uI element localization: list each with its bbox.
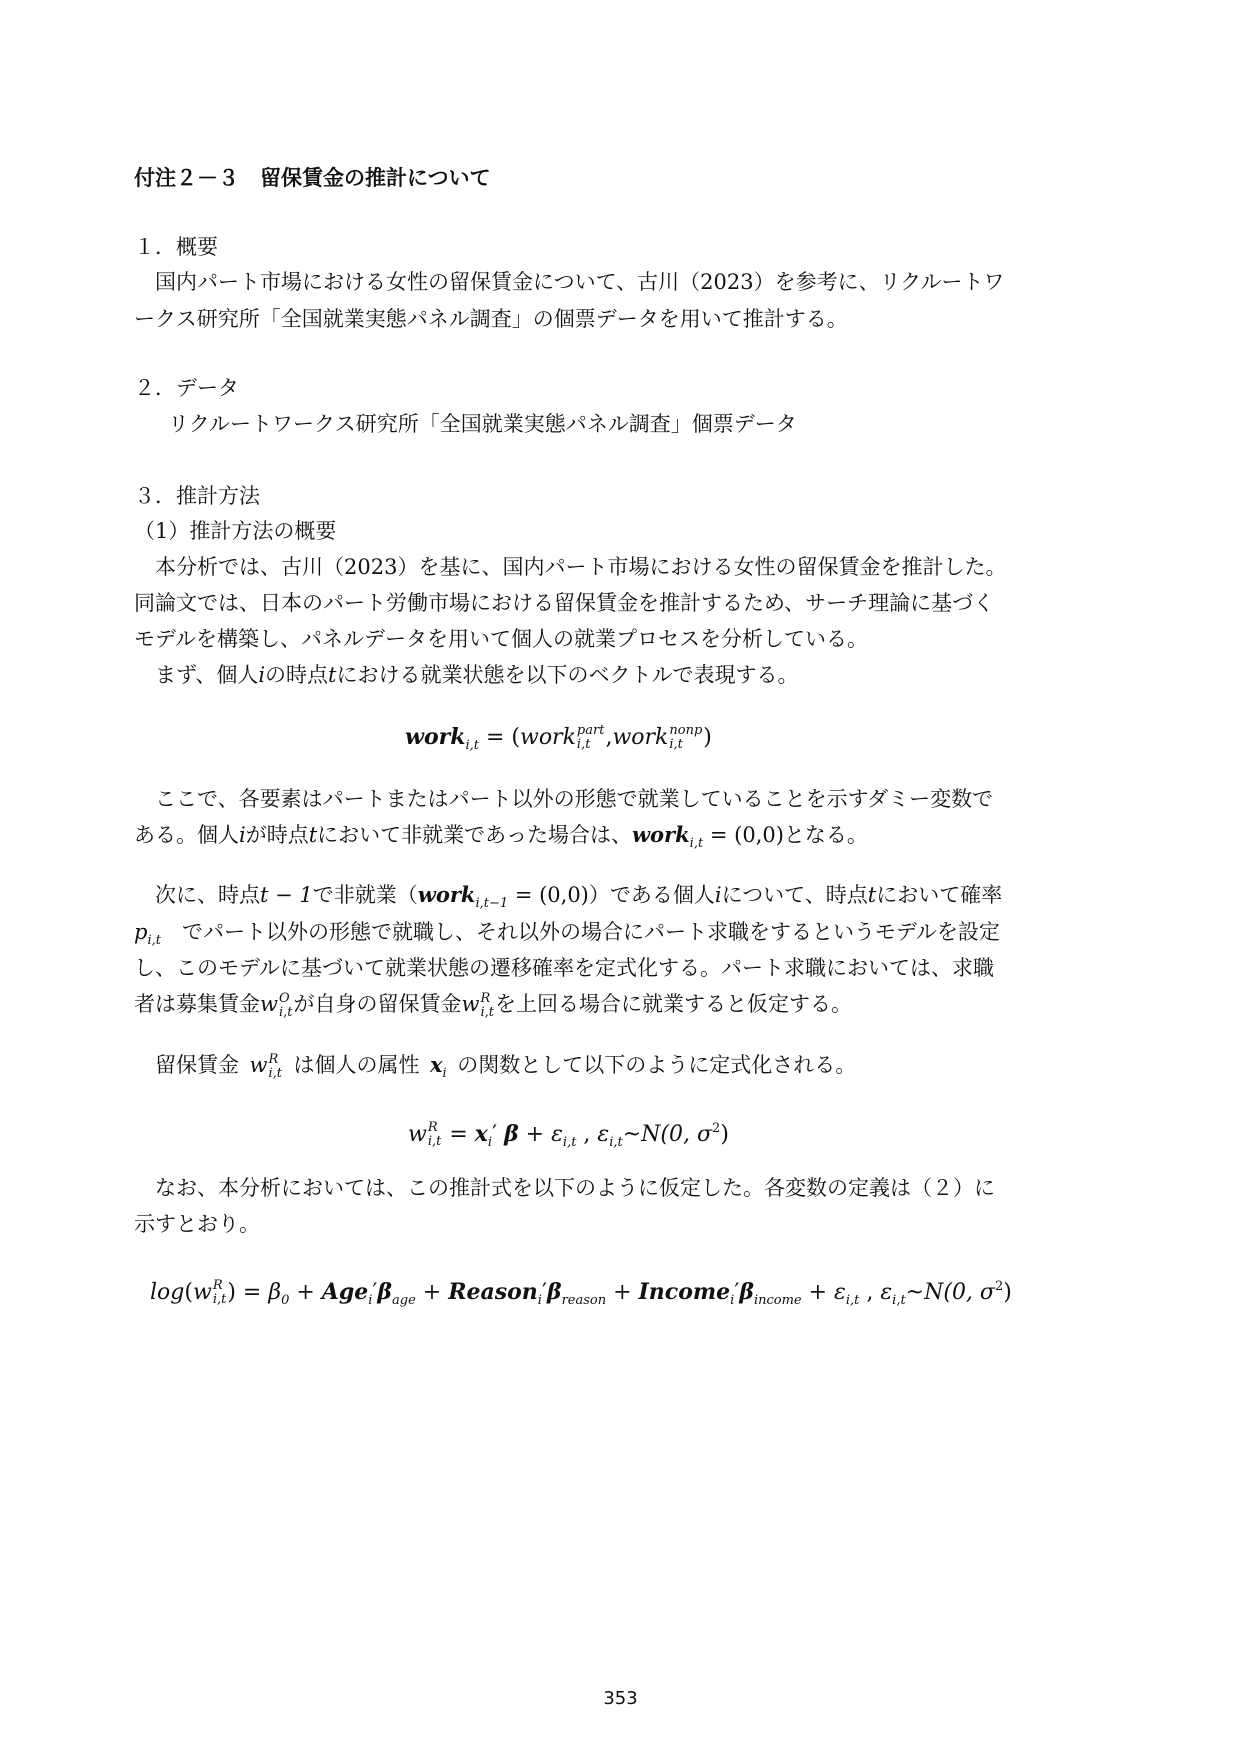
s3-paragraph-3-line-2: ある。個人iが時点tにおいて非就業であった場合は、work$_{i,t}$ = (0,0)となる。 <box>134 822 868 851</box>
s3-paragraph-4-line-1: 次に、時点t − 1で非就業（work$_{i,t-1}$ = (0,0)）である個人iについて、時点tにおいて確率 <box>155 882 1003 911</box>
equation-work-vector: work$_{i,t}$ = (work part i,t ,work nonp i,t ) <box>405 723 712 753</box>
page-number: 353 <box>603 1688 638 1709</box>
section-1-heading: １．概要 <box>134 235 218 259</box>
s3-paragraph-4-line-2: $p_{i,t}$ でパート以外の形態で就職し、それ以外の場合にパート求職をするというモデルを設定 <box>134 920 1000 948</box>
s3-paragraph-3-line-1: ここで、各要素はパートまたはパート以外の形態で就業していることを示すダミー変数で <box>155 787 994 811</box>
equation-reservation-wage: w R i,t = $x_i'$ $\beta + \varepsilon_{i,t}$ , $\varepsilon_{i,t}\sim N(0$, $\sigma^2$) <box>408 1120 729 1150</box>
s3-paragraph-2: まず、個人iの時点tにおける就業状態を以下のベクトルで表現する。 <box>155 663 799 687</box>
s3-paragraph-6-line-1: なお、本分析においては、この推計式を以下のように仮定した。各変数の定義は（２）に <box>155 1176 995 1200</box>
s1-paragraph-line-1: 国内パート市場における女性の留保賃金について、古川（2023）を参考に、リクルートワ <box>155 270 1005 294</box>
section-2-heading: ２．データ <box>134 376 239 400</box>
s3-paragraph-1-line-1: 本分析では、古川（2023）を基に、国内パート市場における女性の留保賃金を推計した。 <box>155 555 1007 579</box>
equation-log-reservation-wage: log(w R i,t ) = $\beta_0 + Age_i'\beta_{age}$ + $Reason_i'\beta_{reason}$ + $Income_i'\beta_{income} + \varepsilon_{i,t}$ , $\varepsilon_{i,t}\sim N(0$, $\sigma^2$) <box>150 1278 1012 1308</box>
s3-paragraph-6-line-2: 示すとおり。 <box>134 1212 260 1236</box>
s3-paragraph-1-line-2: 同論文では、日本のパート労働市場における留保賃金を推計するため、サーチ理論に基づく <box>134 591 995 615</box>
subsection-1-heading: （1）推計方法の概要 <box>134 519 337 543</box>
s3-paragraph-1-line-3: モデルを構築し、パネルデータを用いて個人の就業プロセスを分析している。 <box>134 627 868 651</box>
s2-body: リクルートワークス研究所「全国就業実態パネル調査」個票データ <box>168 412 797 436</box>
s3-paragraph-5: 留保賃金 w R i,t は個人の属性 $x_i$ の関数として以下のように定式化される。 <box>155 1051 857 1081</box>
section-3-heading: ３．推計方法 <box>134 484 260 508</box>
section-title: 付注２－３ 留保賃金の推計について <box>134 166 491 190</box>
s1-paragraph-line-2: ークス研究所「全国就業実態パネル調査」の個票データを用いて推計する。 <box>134 307 848 331</box>
s3-paragraph-4-line-3: し、このモデルに基づいて就業状態の遷移確率を定式化する。パート求職においては、求職 <box>134 956 994 980</box>
s3-paragraph-4-line-4: 者は募集賃金w O i,t が自身の留保賃金w R i,t を上回る場合に就業すると仮定する。 <box>134 990 852 1020</box>
